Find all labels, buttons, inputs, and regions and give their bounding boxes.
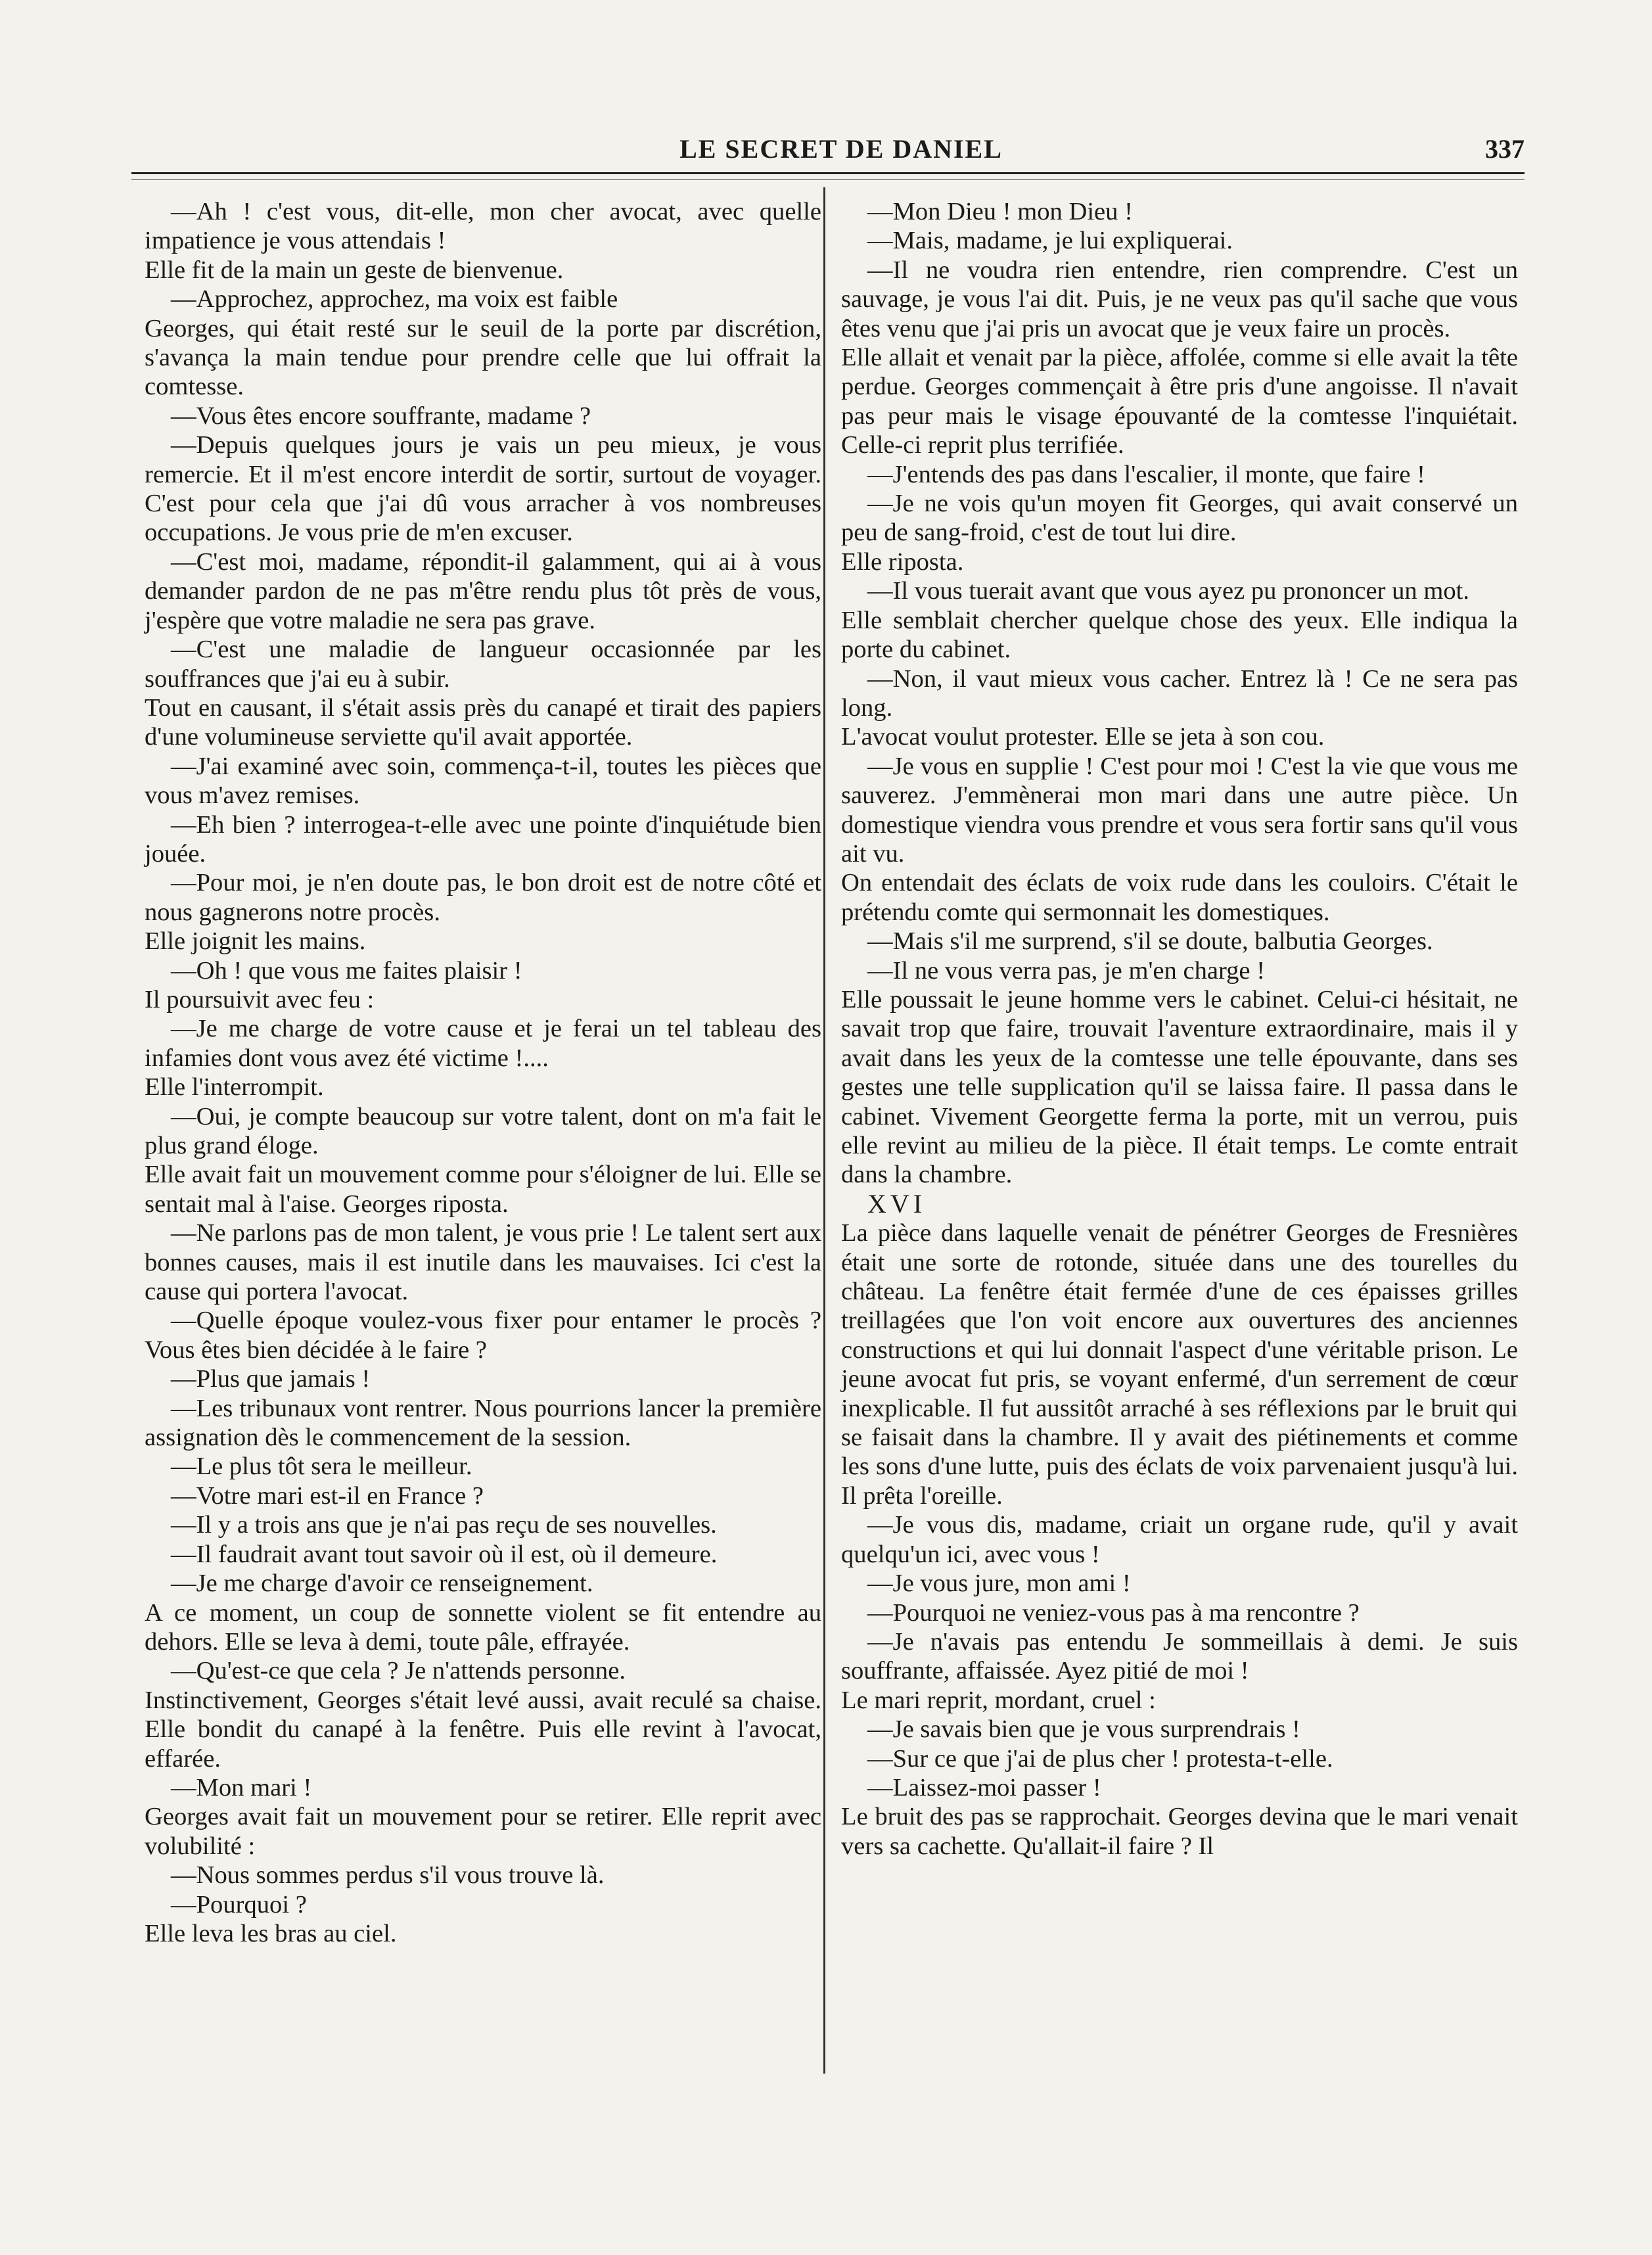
paragraph: Elle joignit les mains. [145,927,366,956]
paragraph: Elle semblait chercher quelque chose des yeux. Elle indiqua la porte du cabinet. [841,606,1518,664]
paragraph: —Mon mari ! [171,1773,312,1802]
paragraph: —Je vous en supplie ! C'est pour moi ! C'est la vie que vous me sauverez. J'emmènerai mon mari dans une autre pièce. Un domestique viendra vous prendre et vous sera fortir sans qu'il vous ait vu. [841,752,1518,868]
paragraph: —J'entends des pas dans l'escalier, il monte, que faire ! [867,460,1426,488]
paragraph: —Nous sommes perdus s'il vous trouve là. [171,1861,605,1890]
paragraph: —Oh ! que vous me faites plaisir ! [171,956,522,985]
paragraph: —Qu'est-ce que cela ? Je n'attends personne. [171,1657,626,1685]
paragraph: —Ne parlons pas de mon talent, je vous prie ! Le talent sert aux bonnes causes, mais il est inutile dans les mauvaises. Ici c'est la cause qui portera l'avocat. [145,1219,821,1306]
right-column [841,197,1518,1861]
paragraph: Il poursuivit avec feu : [145,985,375,1013]
paragraph: —J'ai examiné avec soin, commença-t-il, toutes les pièces que vous m'avez remises. [145,752,821,810]
paragraph: —Votre mari est-il en France ? [171,1481,484,1510]
paragraph: Elle fit de la main un geste de bienvenue. [145,256,564,284]
paragraph: —Approchez, approchez, ma voix est faible [171,285,618,314]
paragraph: —Le plus tôt sera le meilleur. [171,1453,472,1481]
paragraph: —Quelle époque voulez-vous fixer pour entamer le procès ? Vous êtes bien décidée à le faire ? [145,1307,821,1364]
paragraph: —C'est une maladie de langueur occasionnée par les souffrances que j'ai eu à subir. [145,636,821,693]
column-divider [823,187,825,2074]
paragraph: —Pour moi, je n'en doute pas, le bon droit est de notre côté et nous gagnerons notre procès. [145,869,821,926]
paragraph: —Non, il vaut mieux vous cacher. Entrez là ! Ce ne sera pas long. [841,664,1518,722]
paragraph: —Je vous dis, madame, criait un organe rude, qu'il y avait quelqu'un ici, avec vous ! [841,1511,1518,1568]
paragraph: A ce moment, un coup de sonnette violent se fit entendre au dehors. Elle se leva à demi, toute pâle, effrayée. [145,1598,821,1656]
chapter-heading: XVI [867,1188,927,1219]
paragraph: —Il faudrait avant tout savoir où il est, où il demeure. [171,1540,718,1568]
paragraph: —Pourquoi ne veniez-vous pas à ma rencontre ? [867,1598,1360,1627]
paragraph: —Mais, madame, je lui expliquerai. [867,227,1233,255]
paragraph: —Je n'avais pas entendu Je sommeillais à demi. Je suis souffrante, affaissée. Ayez pitié de moi ! [841,1627,1518,1685]
paragraph: Elle leva les bras au ciel. [145,1919,397,1947]
paragraph: —Il ne voudra rien entendre, rien comprendre. C'est un sauvage, je vous l'ai dit. Puis, je ne veux pas qu'il sache que vous êtes venu que j'ai pris un avocat que je veux faire un procès. [841,256,1518,342]
paragraph: —Laissez-moi passer ! [867,1773,1101,1802]
paragraph: On entendait des éclats de voix rude dans les couloirs. C'était le prétendu comte qui sermonnait les domestiques. [841,869,1518,926]
paragraph: —Je me charge d'avoir ce renseignement. [171,1569,593,1598]
paragraph: —Il vous tuerait avant que vous ayez pu prononcer un mot. [867,577,1469,605]
paragraph: —Sur ce que j'ai de plus cher ! protesta-t-elle. [867,1744,1333,1773]
paragraph: —Mais s'il me surprend, s'il se doute, balbutia Georges. [867,927,1433,956]
paragraph: —Mon Dieu ! mon Dieu ! [867,198,1133,225]
paragraph: Elle allait et venait par la pièce, affolée, comme si elle avait la tête perdue. Georges commençait à être pris d'une angoisse. Il n'avait pas peur mais le visage épouvanté de la comtesse l'inquiétait. Celle-ci reprit plus terrifiée. [841,344,1518,459]
page-number: 337 [1485,134,1525,164]
paragraph: —C'est moi, madame, répondit-il galamment, qui ai à vous demander pardon de ne pas m'être rendu plus tôt près de vous, j'espère que votre maladie ne sera pas grave. [145,547,821,634]
paragraph: —Je savais bien que je vous surprendrais ! [867,1715,1300,1744]
paragraph: La pièce dans laquelle venait de pénétrer Georges de Fresnières était une sorte de rotonde, située dans une des tourelles du château. La fenêtre était fermée d'une de ces épaisses grilles treillagées que l'on voit encore aux ouvertures des anciennes constructions et qui lui donnait l'aspect d'une véritable prison. Le jeune avocat fut pris, se voyant enfermé, d'un serrement de cœur inexplicable. Il fut aussitôt arraché à ses réflexions par le bruit qui se faisait dans la chambre. Il y avait des piétinements et comme les sons d'une lutte, puis des éclats de voix parvenaient jusqu'à lui. Il prêta l'oreille. [841,1219,1518,1510]
paragraph: Instinctivement, Georges s'était levé aussi, avait reculé sa chaise. Elle bondit du canapé à la fenêtre. Puis elle revint à l'avocat, effarée. [145,1686,821,1773]
paragraph: —Plus que jamais ! [171,1365,371,1393]
paragraph: —Il ne vous verra pas, je m'en charge ! [867,956,1266,985]
paragraph: —Pourquoi ? [171,1890,307,1918]
paragraph: —Depuis quelques jours je vais un peu mieux, je vous remercie. Et il m'est encore interdit de sortir, surtout de voyager. C'est pour cela que j'ai dû vous arracher à vos nombreuses occupations. Je vous prie de m'en excuser. [145,431,821,547]
paragraph: —Ah ! c'est vous, dit-elle, mon cher avocat, avec quelle impatience je vous attendais ! [145,198,821,255]
paragraph: Elle riposta. [841,547,964,576]
right-column-top [841,197,1518,1190]
running-title: LE SECRET DE DANIEL [679,134,1003,164]
paragraph: —Il y a trois ans que je n'ai pas reçu de ses nouvelles. [171,1511,717,1539]
paragraph: —Oui, je compte beaucoup sur votre talent, dont on m'a fait le plus grand éloge. [145,1102,821,1159]
left-column [145,197,821,1948]
paragraph: Tout en causant, il s'était assis près du canapé et tirait des papiers d'une volumineuse serviette qu'il avait apportée. [145,693,821,751]
paragraph: L'avocat voulut protester. Elle se jeta à son cou. [841,723,1325,751]
paragraph: —Je ne vois qu'un moyen fit Georges, qui avait conservé un peu de sang-froid, c'est de tout lui dire. [841,490,1518,547]
paragraph: —Je me charge de votre cause et je ferai un tel tableau des infamies dont vous avez été victime !.... [145,1015,821,1072]
paragraph: —Je vous jure, mon ami ! [867,1569,1131,1598]
paragraph: Le bruit des pas se rapprochait. Georges devina que le mari venait vers sa cachette. Qu'allait-il faire ? Il [841,1803,1518,1860]
paragraph: —Vous êtes encore souffrante, madame ? [171,402,591,430]
right-column-bottom [841,1219,1518,1861]
paragraph: Elle poussait le jeune homme vers le cabinet. Celui-ci hésitait, ne savait trop que faire, trouvait l'aventure extraordinaire, mais il y avait dans les yeux de la comtesse une telle épouvante, dans ses gestes une telle supplication qu'il se laissa faire. Il passa dans le cabinet. Vivement Georgette ferma la porte, mit un verrou, puis elle revint au milieu de la pièce. Il était temps. Le comte entrait dans la chambre. [841,985,1518,1189]
paragraph: Elle l'interrompit. [145,1073,324,1102]
header-rule [131,172,1525,174]
paragraph: —Les tribunaux vont rentrer. Nous pourrions lancer la première assignation dès le commencement de la session. [145,1394,821,1452]
paragraph: —Eh bien ? interrogea-t-elle avec une pointe d'inquiétude bien jouée. [145,810,821,868]
paragraph: Georges, qui était resté sur le seuil de la porte par discrétion, s'avança la main tendue pour prendre celle que lui offrait la comtesse. [145,314,821,401]
paragraph: Le mari reprit, mordant, cruel : [841,1686,1156,1714]
paragraph: Elle avait fait un mouvement comme pour s'éloigner de lui. Elle se sentait mal à l'aise. Georges riposta. [145,1161,821,1218]
header-rule-thin [131,179,1525,180]
paragraph: Georges avait fait un mouvement pour se retirer. Elle reprit avec volubilité : [145,1803,821,1860]
